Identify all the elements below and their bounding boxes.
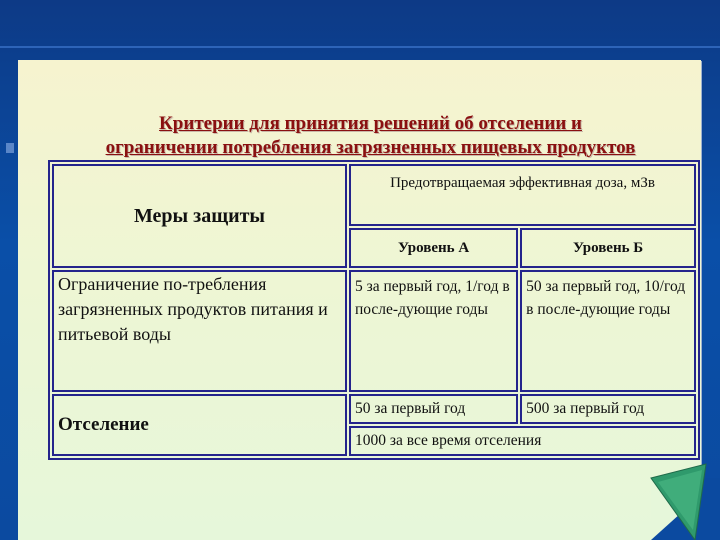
level-a-cell: 5 за первый год, 1/год в после-дующие годы [349, 270, 518, 392]
decorative-line [0, 46, 720, 48]
decorative-bullet [6, 143, 14, 153]
level-b-cell: 500 за первый год [520, 394, 696, 424]
measure-cell: Ограничение по-требления загрязненных продуктов питания и питьевой воды [52, 270, 347, 392]
header-dose: Предотвращаемая эффективная доза, мЗв [349, 164, 696, 226]
criteria-table [48, 160, 700, 460]
title-line-2: ограничении потребления загрязненных пищевых продуктов [105, 137, 636, 158]
title-line-1: Критерии для принятия решений об отселении и [159, 113, 582, 134]
combined-cell: 1000 за все время отселения [349, 426, 696, 456]
slide-title [18, 112, 720, 160]
level-b-cell: 50 за первый год, 10/год в после-дующие годы [520, 270, 696, 392]
measure-cell: Отселение [52, 394, 347, 456]
header-level-b: Уровень Б [520, 228, 696, 268]
table-row [52, 394, 696, 424]
level-a-cell: 50 за первый год [349, 394, 518, 424]
table-row [52, 270, 696, 392]
header-measures: Меры защиты [52, 164, 347, 268]
header-level-a: Уровень А [349, 228, 518, 268]
